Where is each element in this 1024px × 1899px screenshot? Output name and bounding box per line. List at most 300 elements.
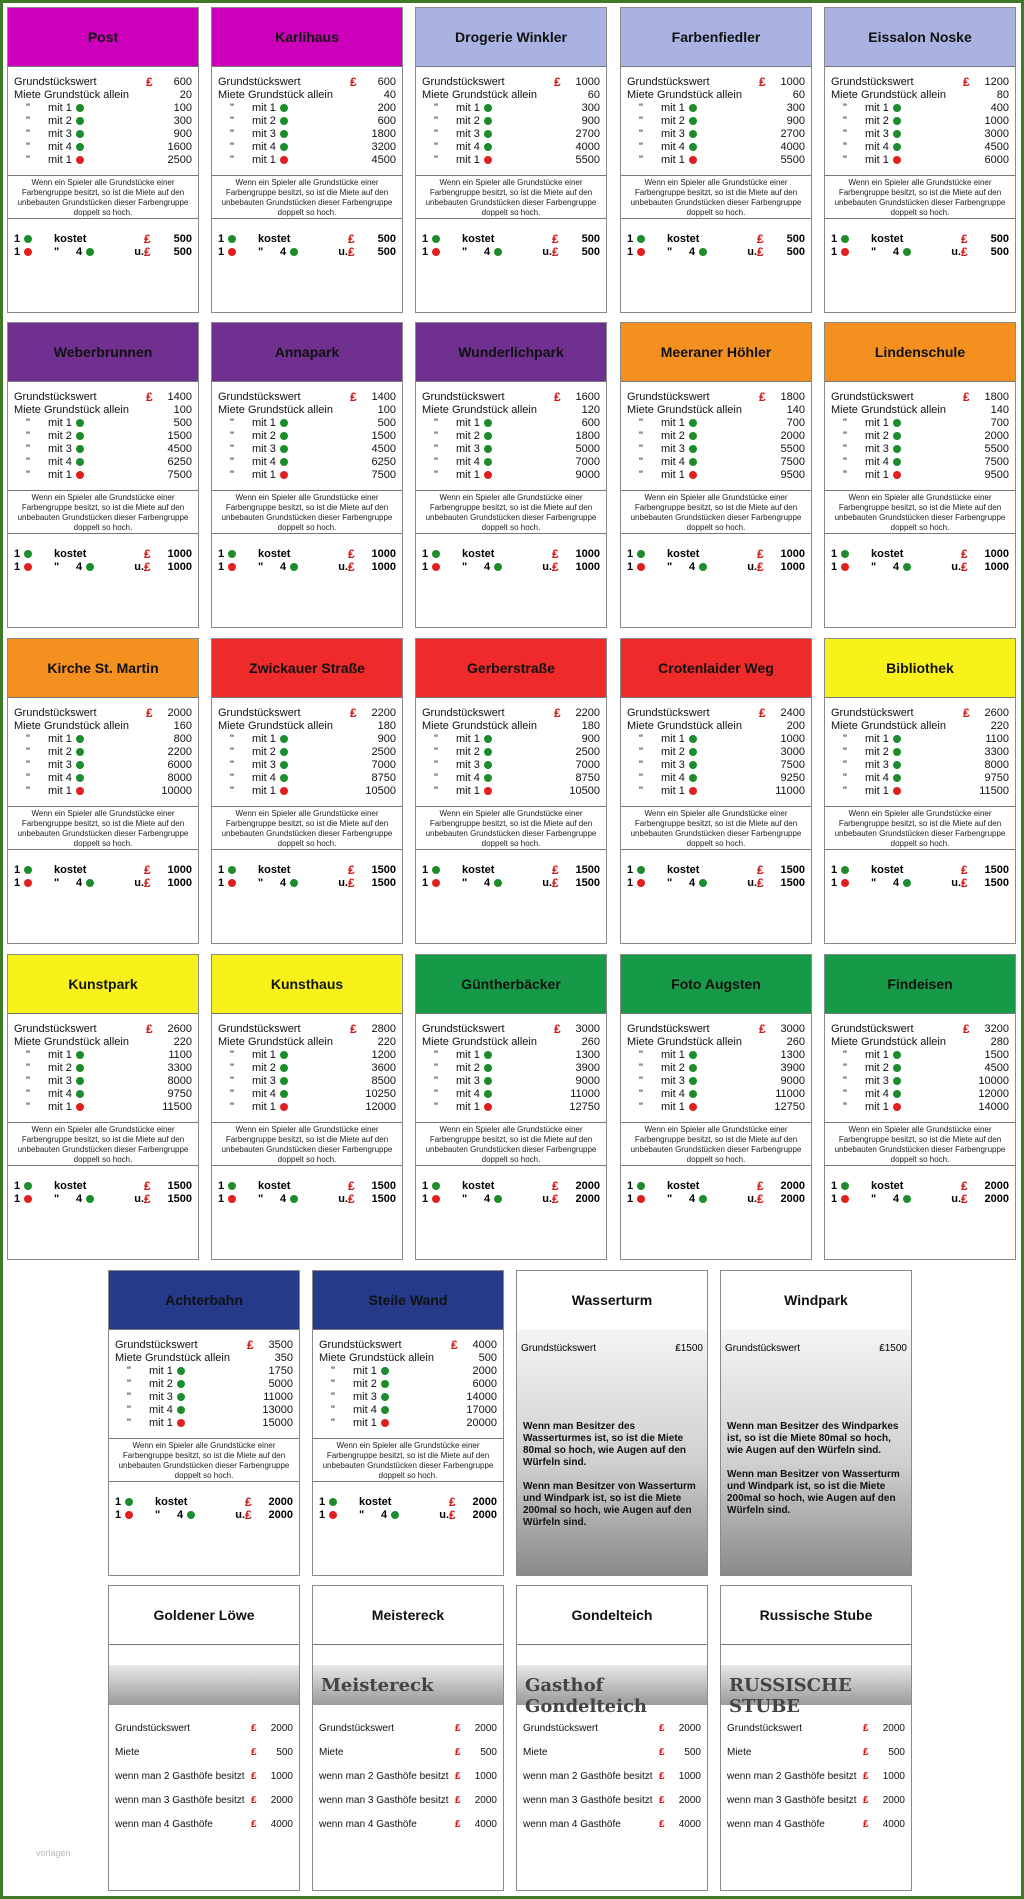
card-title: Meeraner Höhler — [621, 323, 811, 382]
property-value: 2400 — [780, 707, 805, 719]
house-rent-row — [14, 443, 192, 456]
house-rent-label — [831, 1075, 963, 1088]
property-value: 2600 — [167, 1023, 192, 1035]
house-rent-value: 6250 — [371, 456, 396, 468]
group-rule-text: Wenn ein Spieler alle Grundstücke einer Farbengruppe besitzt, so ist die Miete auf den unbebauten Grundstücken dieser Farbengruppe doppelt so hoch. — [109, 1438, 299, 1482]
house-rent-label — [14, 443, 146, 456]
house-icon — [903, 248, 911, 256]
inn-card — [720, 1585, 912, 1891]
ditto-mark: " — [230, 154, 234, 166]
num-label: 1 — [831, 548, 838, 560]
value-row — [218, 76, 396, 89]
currency-icon: ₤ — [455, 1747, 461, 1758]
house-count: 3 — [675, 128, 685, 140]
hotel-cost-value: 500 — [786, 246, 805, 258]
house-cost-value: 1000 — [167, 548, 192, 560]
u-label: u. — [747, 877, 757, 889]
value-row — [831, 391, 1009, 404]
mit-label: mit — [661, 154, 676, 166]
house-count: 3 — [367, 1391, 377, 1403]
house-icon — [689, 143, 697, 151]
house-rent-label — [14, 785, 146, 798]
house-rent-value: 1500 — [371, 430, 396, 442]
house-rent-value: 9000 — [575, 469, 600, 481]
property-value: 1600 — [575, 391, 600, 403]
num-label: 1 — [831, 1180, 838, 1192]
hotel-cost-desc — [667, 246, 747, 259]
inn-row-label: wenn man 2 Gasthöfe besitzt — [115, 1771, 245, 1782]
house-count: 1 — [62, 733, 72, 745]
house-rent-label — [831, 1101, 963, 1114]
value-label: Grundstückswert — [14, 76, 97, 88]
ditto-mark: " — [843, 1049, 847, 1061]
house-cost-value: 1500 — [167, 1180, 192, 1192]
ditto-mark: " — [230, 443, 234, 455]
currency-icon: ₤ — [552, 1179, 559, 1193]
house-rent-row — [422, 1062, 600, 1075]
house-count: 3 — [266, 759, 276, 771]
mit-label: mit — [865, 1062, 880, 1074]
hotel-cost-row — [115, 1509, 293, 1522]
currency-icon: ₤ — [350, 390, 357, 404]
house-rent-row — [218, 154, 396, 167]
house-count: 4 — [675, 772, 685, 784]
value-label: Grundstückswert — [14, 1023, 97, 1035]
house-icon — [381, 1380, 389, 1388]
ditto-mark: " — [26, 1062, 30, 1074]
house-count: 1 — [266, 1049, 276, 1061]
house-count: 3 — [62, 759, 72, 771]
num-label: 1 — [627, 246, 634, 258]
mit-label: mit — [456, 456, 471, 468]
num-label: 4 — [484, 877, 491, 889]
house-count: 4 — [266, 1088, 276, 1100]
house-rent-row — [831, 154, 1009, 167]
mit-label: mit — [252, 772, 267, 784]
house-rent-value: 6000 — [984, 154, 1009, 166]
mit-label: mit — [865, 746, 880, 758]
currency-icon: ₤ — [449, 1495, 456, 1509]
house-count: 1 — [367, 1417, 377, 1429]
property-value: 4000 — [472, 1339, 497, 1351]
ditto-mark: " — [843, 1088, 847, 1100]
house-rent-label — [422, 469, 554, 482]
house-rent-value: 6000 — [167, 759, 192, 771]
property-value: 1800 — [780, 391, 805, 403]
num-label: 1 — [422, 877, 429, 889]
house-count: 1 — [675, 154, 685, 166]
house-count: 1 — [879, 469, 889, 481]
hotel-cost-count — [14, 877, 54, 890]
house-rent-label — [422, 1062, 554, 1075]
property-value: 3000 — [575, 1023, 600, 1035]
house-icon — [893, 735, 901, 743]
currency-icon: ₤ — [961, 232, 968, 246]
rent-label: Miete Grundstück allein — [14, 720, 129, 732]
house-rent-label — [831, 759, 963, 772]
num-label: 1 — [627, 877, 634, 889]
rent-value: 80 — [996, 89, 1009, 101]
house-rent-value: 900 — [786, 115, 805, 127]
utility-value-row — [725, 1343, 907, 1354]
property-value: 1400 — [167, 391, 192, 403]
num-label: 1 — [14, 233, 21, 245]
house-icon — [228, 866, 236, 874]
house-rent-row — [831, 1088, 1009, 1101]
house-count: 2 — [62, 746, 72, 758]
house-rent-value: 11000 — [775, 785, 805, 797]
house-rent-label — [14, 733, 146, 746]
value-label: Grundstückswert — [218, 1023, 301, 1035]
house-count: 1 — [879, 733, 889, 745]
house-rent-value: 9000 — [780, 1075, 805, 1087]
house-rent-label — [422, 115, 554, 128]
house-count: 1 — [266, 102, 276, 114]
currency-icon: ₤ — [759, 75, 766, 89]
house-cost-row — [14, 864, 192, 877]
rent-label: Miete Grundstück allein — [627, 404, 742, 416]
rent-row — [218, 404, 396, 417]
house-rent-value: 2000 — [472, 1365, 497, 1377]
inn-row-label: wenn man 4 Gasthöfe — [115, 1819, 213, 1830]
build-costs — [212, 219, 402, 259]
rent-value: 60 — [587, 89, 600, 101]
rent-label: Miete Grundstück allein — [627, 89, 742, 101]
hotel-cost-row — [627, 561, 805, 574]
house-icon — [228, 1182, 236, 1190]
property-value: 2000 — [167, 707, 192, 719]
mit-label: mit — [865, 1088, 880, 1100]
build-costs — [416, 1166, 606, 1206]
ditto-mark: " — [843, 469, 847, 481]
ditto-mark: " — [434, 430, 438, 442]
currency-icon: ₤ — [961, 876, 968, 890]
mit-label: mit — [252, 759, 267, 771]
house-count: 2 — [62, 115, 72, 127]
house-icon — [76, 445, 84, 453]
mit-label: mit — [661, 141, 676, 153]
currency-icon: ₤ — [144, 1192, 151, 1206]
house-count: 4 — [470, 1088, 480, 1100]
house-icon — [280, 432, 288, 440]
house-rent-value: 1750 — [268, 1365, 293, 1377]
house-rent-row — [14, 1088, 192, 1101]
house-count: 4 — [367, 1404, 377, 1416]
house-rent-row — [831, 128, 1009, 141]
card-title: Wasserturm — [517, 1271, 707, 1330]
house-rent-label — [319, 1365, 451, 1378]
house-count: 2 — [879, 1062, 889, 1074]
house-rent-value: 11000 — [570, 1088, 600, 1100]
house-rent-row — [627, 443, 805, 456]
price-table — [416, 382, 606, 482]
house-count: 2 — [470, 430, 480, 442]
house-rent-value: 3300 — [167, 1062, 192, 1074]
inn-price-table — [313, 1705, 503, 1833]
rent-label: Miete Grundstück allein — [627, 1036, 742, 1048]
build-costs — [621, 1166, 811, 1206]
house-rent-row — [422, 102, 600, 115]
hotel-cost-desc — [54, 561, 134, 574]
num-label: 4 — [76, 1193, 83, 1205]
hotel-icon — [76, 156, 84, 164]
currency-icon: ₤ — [251, 1723, 257, 1734]
house-rent-row — [627, 1062, 805, 1075]
currency-icon: ₤ — [757, 245, 764, 259]
house-icon — [76, 130, 84, 138]
group-rule-text: Wenn ein Spieler alle Grundstücke einer Farbengruppe besitzt, so ist die Miete auf den unbebauten Grundstücken dieser Farbengruppe doppelt so hoch. — [621, 1122, 811, 1166]
currency-icon: ₤ — [455, 1819, 461, 1830]
house-cost-row — [14, 548, 192, 561]
currency-icon: ₤ — [144, 1179, 151, 1193]
hotel-icon — [637, 1195, 645, 1203]
house-rent-row — [831, 102, 1009, 115]
num-label: 4 — [893, 246, 900, 258]
house-cost-row — [422, 1180, 600, 1193]
build-costs — [621, 219, 811, 259]
ditto-mark: " — [434, 115, 438, 127]
num-label: 4 — [893, 877, 900, 889]
mit-label: mit — [48, 1049, 63, 1061]
value-label: Grundstückswert — [218, 391, 301, 403]
ditto-mark: " — [26, 1088, 30, 1100]
house-count: 2 — [879, 115, 889, 127]
house-rent-value: 500 — [377, 417, 396, 429]
ditto-mark: " — [462, 561, 468, 573]
hotel-cost-value: 1000 — [780, 561, 805, 573]
house-icon — [699, 879, 707, 887]
hotel-cost-value: 1500 — [575, 877, 600, 889]
u-label: u. — [235, 1509, 245, 1521]
price-table — [416, 1014, 606, 1114]
mit-label: mit — [661, 417, 676, 429]
house-rent-label — [627, 772, 759, 785]
num-label: 1 — [218, 548, 225, 560]
value-row — [627, 707, 805, 720]
ditto-mark: " — [434, 772, 438, 784]
rent-label: Miete Grundstück allein — [627, 720, 742, 732]
card-title: Güntherbäcker — [416, 955, 606, 1014]
inn-card — [516, 1585, 708, 1891]
mit-label: mit — [456, 1101, 471, 1113]
house-rent-label — [218, 443, 350, 456]
inn-price-table — [721, 1705, 911, 1833]
house-icon — [689, 445, 697, 453]
property-value: 2800 — [371, 1023, 396, 1035]
ditto-mark: " — [843, 1101, 847, 1113]
num-label: 1 — [627, 233, 634, 245]
house-cost-count — [422, 233, 462, 246]
house-icon — [228, 550, 236, 558]
currency-icon: ₤ — [348, 245, 355, 259]
value-row — [831, 1023, 1009, 1036]
house-rent-row — [14, 128, 192, 141]
house-rent-label — [218, 115, 350, 128]
house-rent-value: 300 — [173, 115, 192, 127]
mit-label: mit — [48, 154, 63, 166]
kostet-label: kostet — [871, 548, 904, 560]
house-rent-label — [218, 417, 350, 430]
kostet-label: kostet — [54, 864, 87, 876]
house-rent-row — [218, 1088, 396, 1101]
house-count: 1 — [470, 102, 480, 114]
house-rent-row — [627, 733, 805, 746]
house-icon — [484, 1064, 492, 1072]
house-cost-row — [422, 548, 600, 561]
rent-value: 60 — [792, 89, 805, 101]
house-rent-value: 200 — [377, 102, 396, 114]
u-label: u. — [338, 1193, 348, 1205]
ditto-mark: " — [843, 746, 847, 758]
hotel-cost-value: 1500 — [167, 1193, 192, 1205]
ditto-mark: " — [230, 115, 234, 127]
hotel-cost-value: 1000 — [167, 561, 192, 573]
inn-price-row — [319, 1747, 497, 1761]
rent-label: Miete Grundstück allein — [831, 720, 946, 732]
house-icon — [689, 761, 697, 769]
house-rent-value: 1100 — [985, 733, 1009, 745]
inn-row-label: wenn man 2 Gasthöfe besitzt — [727, 1771, 857, 1782]
house-rent-row — [422, 456, 600, 469]
house-cost-count — [14, 233, 54, 246]
ditto-mark: " — [331, 1404, 335, 1416]
hotel-cost-desc — [359, 1509, 439, 1522]
num-label: 1 — [14, 877, 21, 889]
rent-label: Miete Grundstück allein — [319, 1352, 434, 1364]
currency-icon: ₤ — [449, 1508, 456, 1522]
mit-label: mit — [661, 772, 676, 784]
ditto-mark: " — [230, 785, 234, 797]
property-card — [415, 7, 607, 313]
hotel-icon — [893, 471, 901, 479]
ditto-mark: " — [639, 1075, 643, 1087]
house-icon — [637, 550, 645, 558]
currency-icon: ₤ — [961, 1179, 968, 1193]
house-rent-value: 2700 — [780, 128, 805, 140]
num-label: 1 — [115, 1509, 122, 1521]
hotel-icon — [280, 471, 288, 479]
house-count: 4 — [675, 1088, 685, 1100]
hotel-cost-count — [218, 877, 258, 890]
house-count: 3 — [266, 128, 276, 140]
ditto-mark: " — [639, 1062, 643, 1074]
house-icon — [280, 748, 288, 756]
rent-label: Miete Grundstück allein — [14, 404, 129, 416]
house-rent-row — [218, 141, 396, 154]
house-rent-label — [831, 1049, 963, 1062]
house-rent-value: 1200 — [371, 1049, 396, 1061]
house-rent-label — [831, 128, 963, 141]
house-rent-label — [627, 1075, 759, 1088]
mit-label: mit — [252, 102, 267, 114]
house-rent-label — [627, 1088, 759, 1101]
house-rent-value: 300 — [581, 102, 600, 114]
house-count: 1 — [879, 417, 889, 429]
rent-label: Miete Grundstück allein — [422, 89, 537, 101]
num-label: 1 — [422, 864, 429, 876]
value-label: Grundstückswert — [422, 1023, 505, 1035]
property-value: 3000 — [780, 1023, 805, 1035]
mit-label: mit — [661, 733, 676, 745]
house-icon — [893, 774, 901, 782]
house-rent-label — [831, 154, 963, 167]
group-rule-text: Wenn ein Spieler alle Grundstücke einer Farbengruppe besitzt, so ist die Miete auf den unbebauten Grundstücken dieser Farbengruppe doppelt so hoch. — [212, 1122, 402, 1166]
house-icon — [280, 143, 288, 151]
currency-icon: ₤ — [455, 1771, 461, 1782]
card-title: Kunstpark — [8, 955, 198, 1014]
house-icon — [432, 866, 440, 874]
property-card — [7, 322, 199, 628]
house-rent-label — [218, 469, 350, 482]
house-rent-row — [422, 759, 600, 772]
house-icon — [494, 563, 502, 571]
house-cost-count — [422, 1180, 462, 1193]
house-rent-row — [627, 772, 805, 785]
house-rent-row — [422, 1088, 600, 1101]
house-rent-label — [831, 102, 963, 115]
price-table — [621, 1014, 811, 1114]
hotel-cost-row — [422, 877, 600, 890]
house-rent-value: 5500 — [575, 154, 600, 166]
house-cost-count — [422, 548, 462, 561]
house-rent-label — [422, 141, 554, 154]
hotel-cost-row — [218, 877, 396, 890]
rent-label: Miete Grundstück allein — [218, 1036, 333, 1048]
inn-row-value: 1000 — [678, 1771, 701, 1782]
house-rent-label — [218, 1049, 350, 1062]
house-rent-value: 5500 — [984, 443, 1009, 455]
house-rent-row — [422, 733, 600, 746]
house-rent-row — [627, 1075, 805, 1088]
house-rent-value: 4500 — [371, 154, 396, 166]
house-rent-row — [218, 115, 396, 128]
currency-icon: ₤ — [757, 876, 764, 890]
house-cost-value: 500 — [173, 233, 192, 245]
ditto-mark: " — [843, 154, 847, 166]
hotel-cost-desc — [462, 877, 542, 890]
currency-icon: ₤ — [757, 1179, 764, 1193]
house-rent-label — [218, 128, 350, 141]
house-icon — [637, 866, 645, 874]
num-label: 1 — [218, 1180, 225, 1192]
house-rent-label — [14, 1075, 146, 1088]
ditto-mark: " — [843, 141, 847, 153]
house-rent-row — [627, 1088, 805, 1101]
ditto-mark: " — [871, 1193, 877, 1205]
hotel-cost-count — [422, 246, 462, 259]
house-cost-count — [627, 864, 667, 877]
ditto-mark: " — [127, 1404, 131, 1416]
rent-label: Miete Grundstück allein — [218, 404, 333, 416]
rent-label: Miete Grundstück allein — [218, 720, 333, 732]
mit-label: mit — [48, 1088, 63, 1100]
inn-price-row — [727, 1723, 905, 1737]
house-rent-row — [218, 733, 396, 746]
currency-icon: ₤ — [961, 547, 968, 561]
house-cost-count — [218, 1180, 258, 1193]
house-cost-row — [627, 1180, 805, 1193]
mit-label: mit — [252, 1075, 267, 1087]
hotel-cost-row — [627, 246, 805, 259]
num-label: 1 — [115, 1496, 122, 1508]
house-icon — [290, 1195, 298, 1203]
inn-price-row — [115, 1723, 293, 1737]
currency-icon: ₤ — [757, 560, 764, 574]
house-rent-row — [218, 1062, 396, 1075]
house-rent-row — [831, 1101, 1009, 1114]
u-label: u. — [747, 561, 757, 573]
ditto-mark: " — [667, 1193, 673, 1205]
